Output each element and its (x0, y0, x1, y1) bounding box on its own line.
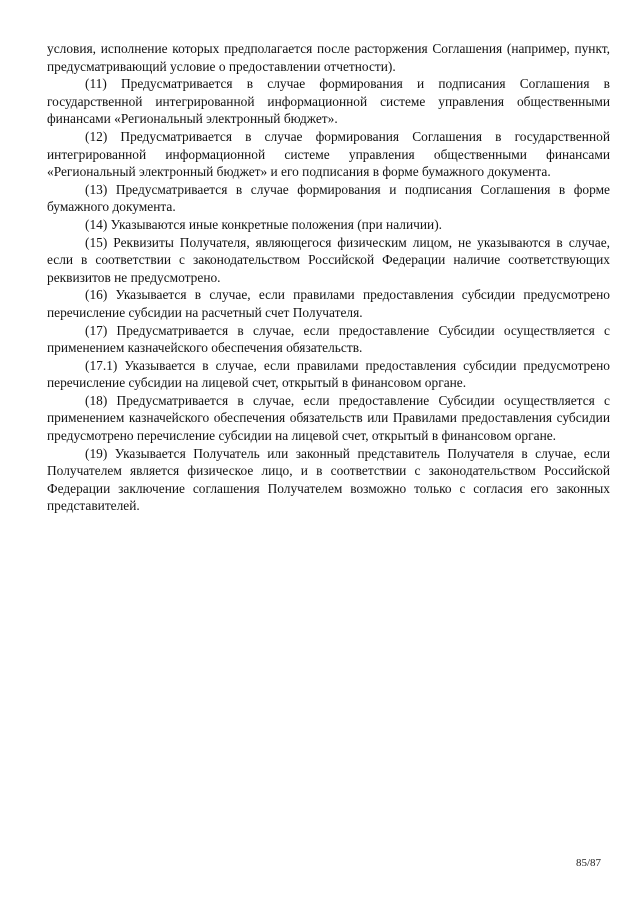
footnote-17: (17) Предусматривается в случае, если предоставление Субсидии осуществляется с применением казначейского обеспечения обязательств. (47, 322, 610, 356)
footnote-11: (11) Предусматривается в случае формирования и подписания Соглашения в государственной интегрированной информационной системе управления общественными финансами «Региональный электронный бюджет». (47, 76, 610, 127)
footnote-15: (15) Реквизиты Получателя, являющегося физическим лицом, не указываются в случае, если в соответствии с законодательством Российской Федерации наличие соответствующих реквизитов не предусмотрено. (47, 234, 610, 285)
footnote-13: (13) Предусматривается в случае формирования и подписания Соглашения в форме бумажного документа. (47, 181, 610, 215)
paragraph-continuation: условия, исполнение которых предполагается после расторжения Соглашения (например, пункт, предусматривающий условие о предоставлении отчетности). (47, 41, 610, 74)
footnote-16: (16) Указывается в случае, если правилами предоставления субсидии предусмотрено перечисление субсидии на расчетный счет Получателя. (47, 287, 610, 320)
footnote-17-1: (17.1) Указывается в случае, если правилами предоставления субсидии предусмотрено перечисление субсидии на лицевой счет, открытый в финансовом органе. (47, 357, 610, 391)
document-page (47, 40, 610, 515)
footnote-14: (14) Указываются иные конкретные положения (при наличии). (85, 216, 443, 232)
footnote-19: (19) Указывается Получатель или законный представитель Получателя в случае, если Получателем является физическое лицо, и в соответствии с законодательством Российской Федерации заключение соглашения Получателем возможно только с согласия его законных представителей. (47, 445, 610, 514)
footnote-12: (12) Предусматривается в случае формирования Соглашения в государственной интегрированной информационной системе управления общественными финансами «Региональный электронный бюджет» и его подписания в форме бумажного документа. (47, 128, 610, 180)
page-number: 85/87 (576, 857, 602, 869)
footnote-18: (18) Предусматривается в случае, если предоставление Субсидии осуществляется с применением казначейского обеспечения обязательств или Правилами предоставления субсидии предусмотрено перечисление субсидии на лицевой счет, открытый в финансовом органе. (47, 392, 610, 444)
